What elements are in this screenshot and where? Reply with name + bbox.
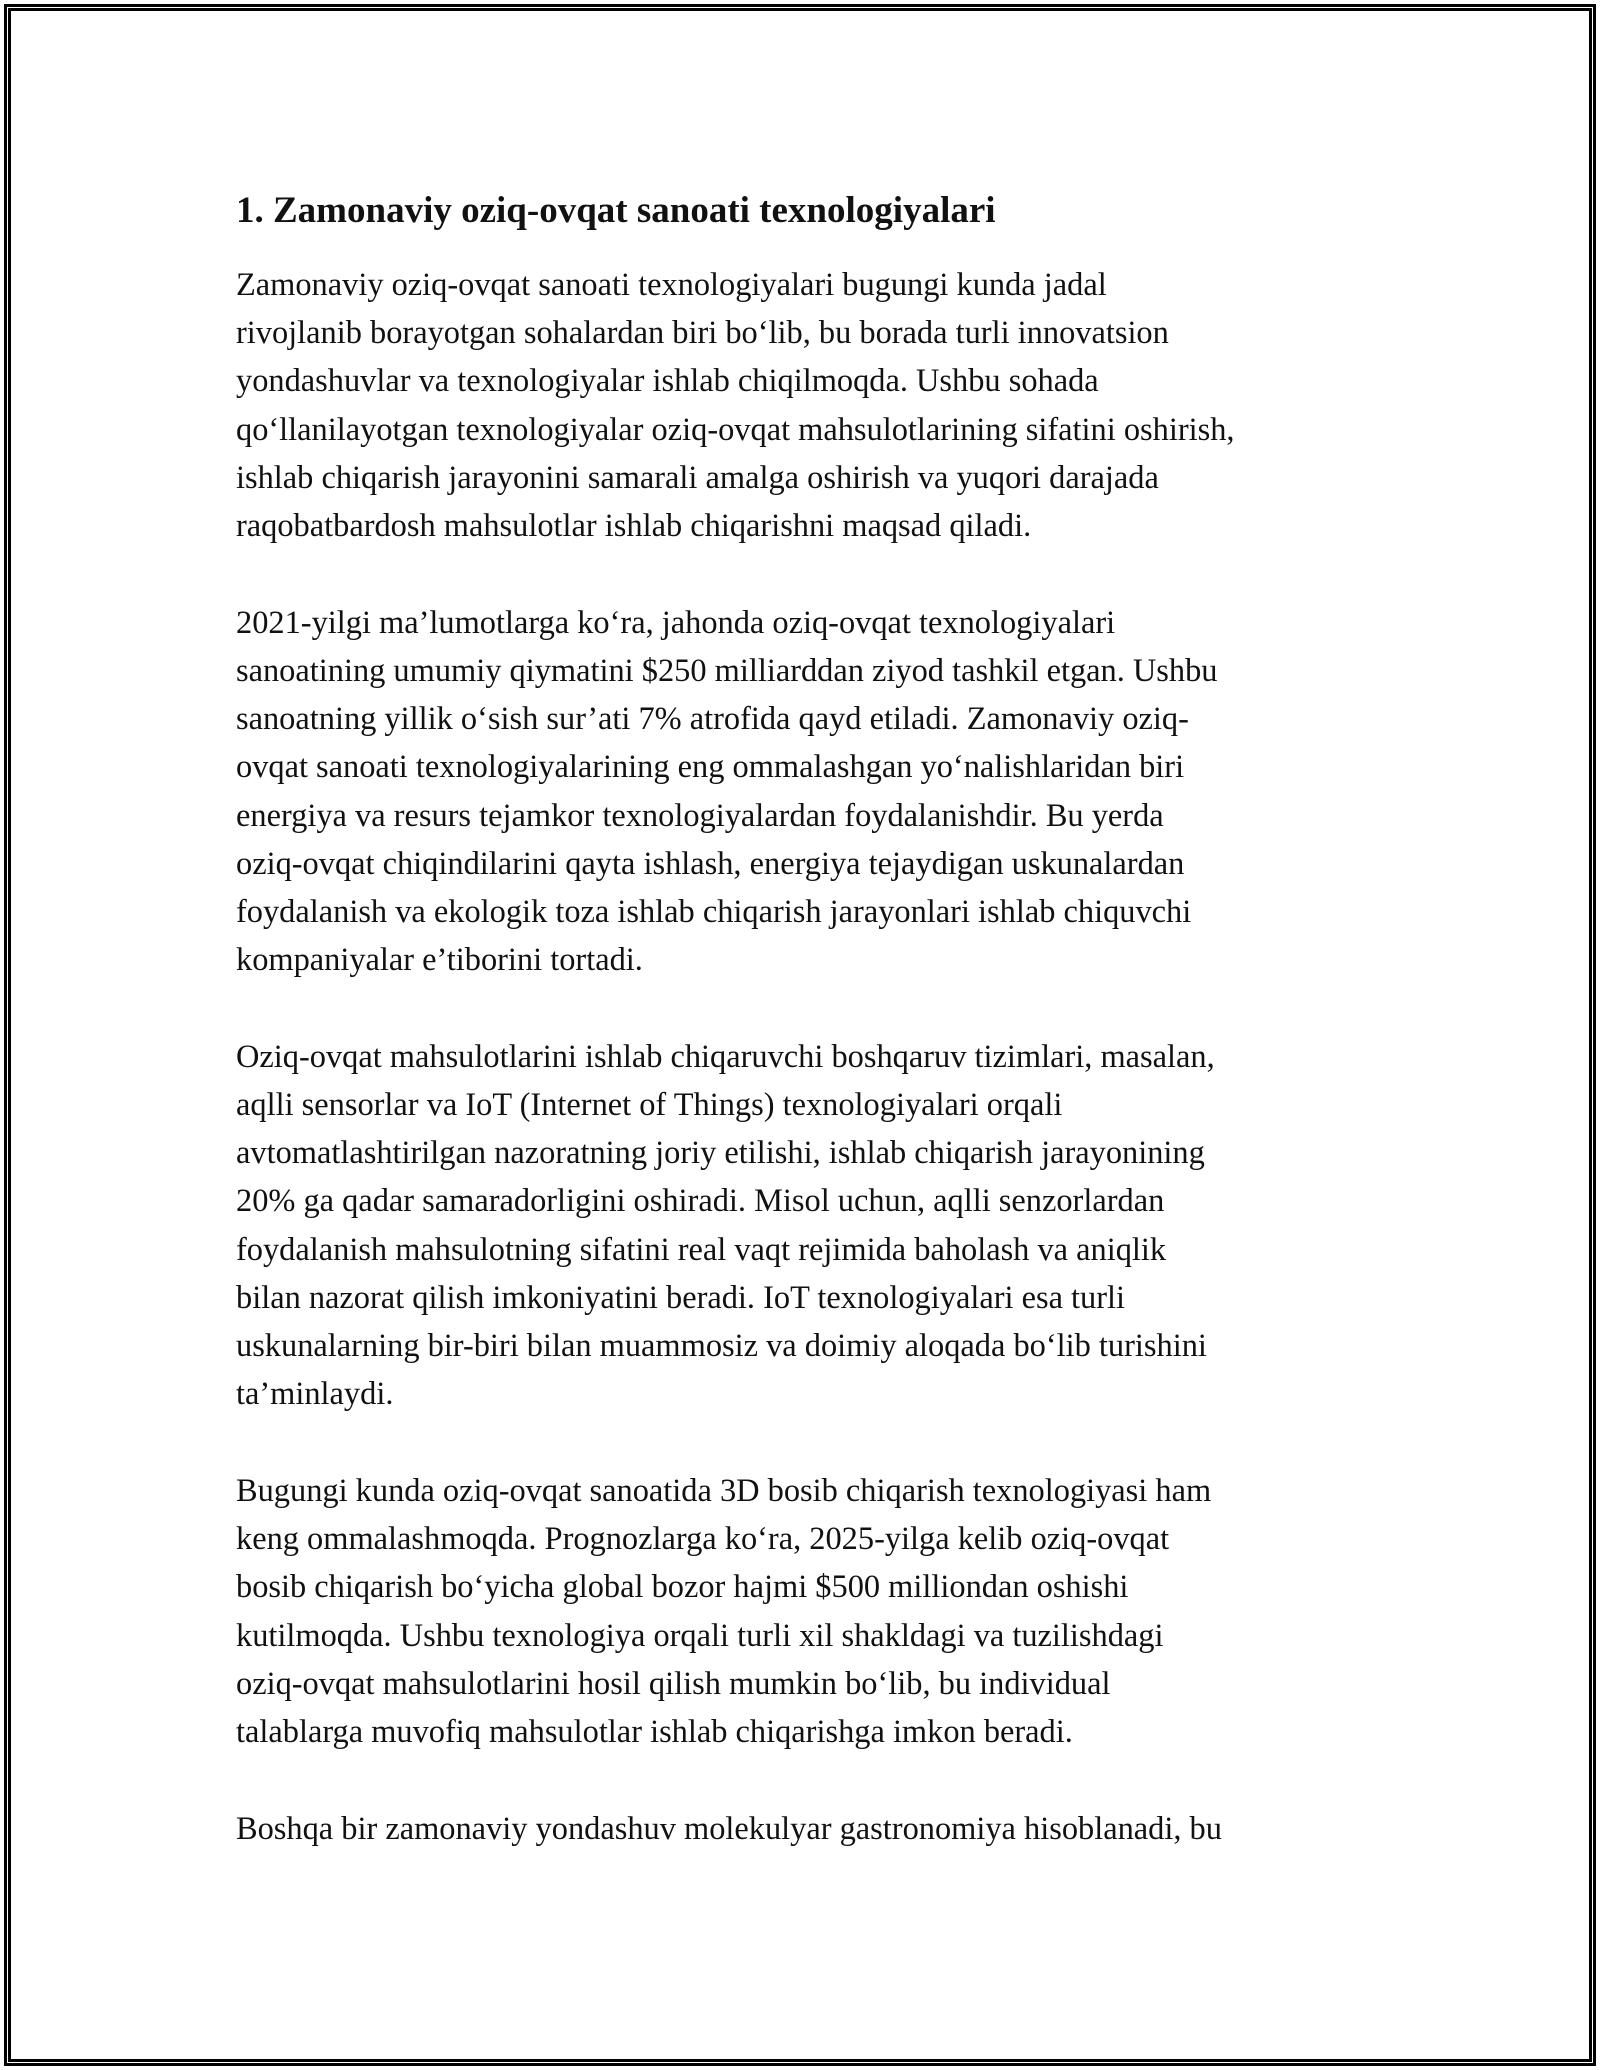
document-body [236,187,1376,1901]
text-line: sanoatning yillik o‘sish sur’ati 7% atrofida qayd etiladi. Zamonaviy oziq- [236,701,1189,738]
text-line: uskunalarning bir-biri bilan muammosiz va doimiy aloqada bo‘lib turishini [236,1328,1207,1365]
text-line: bilan nazorat qilish imkoniyatini beradi. IoT texnologiyalari esa turli [236,1279,1126,1316]
paragraph-3d-printing [236,1467,1376,1756]
text-line: 2021-yilgi ma’lumotlarga ko‘ra, jahonda oziq-ovqat texnologiyalari [236,604,1116,641]
text-line: Zamonaviy oziq-ovqat sanoati texnologiyalari bugungi kunda jadal [236,267,1107,303]
text-line: foydalanish va ekologik toza ishlab chiqarish jarayonlari ishlab chiquvchi [236,893,1192,930]
text-line: foydalanish mahsulotning sifatini real vaqt rejimida baholash va aniqlik [236,1231,1167,1268]
text-line: talablarga muvofiq mahsulotlar ishlab chiqarishga imkon beradi. [236,1713,1073,1750]
text-line: yondashuvlar va texnologiyalar ishlab chiqilmoqda. Ushbu sohada [236,363,1099,400]
text-line: Oziq-ovqat mahsulotlarini ishlab chiqaruvchi boshqaruv tizimlari, masalan, [236,1038,1215,1075]
text-line: raqobatbardosh mahsulotlar ishlab chiqarishni maqsad qiladi. [236,508,1032,545]
text-line: rivojlanib borayotgan sohalardan biri bo‘lib, bu borada turli innovatsion [236,315,1169,352]
text-line: ovqat sanoati texnologiyalarining eng ommalashgan yo‘nalishlaridan biri [236,749,1185,786]
paragraph-market-2021 [236,599,1376,985]
paragraph-iot [236,1033,1376,1419]
section-heading: 1. Zamonaviy oziq-ovqat sanoati texnologiyalari [236,190,996,231]
paragraph-molecular-gastronomy [236,1805,1376,1853]
text-line: kompaniyalar e’tiborini tortadi. [236,942,643,979]
text-line: energiya va resurs tejamkor texnologiyalardan foydalanishdir. Bu yerda [236,797,1164,834]
paragraph-intro [236,261,1376,550]
text-line: Boshqa bir zamonaviy yondashuv molekulyar gastronomiya hisoblanadi, bu [236,1810,1222,1847]
text-line: Bugungi kunda oziq-ovqat sanoatida 3D bosib chiqarish texnologiyasi ham [236,1472,1212,1509]
text-line: 20% ga qadar samaradorligini oshiradi. Misol uchun, aqlli senzorlardan [236,1183,1165,1220]
text-line: bosib chiqarish bo‘yicha global bozor hajmi $500 milliondan oshishi [236,1569,1129,1606]
text-line: oziq-ovqat chiqindilarini qayta ishlash, energiya tejaydigan uskunalardan [236,845,1185,882]
text-line: aqlli sensorlar va IoT (Internet of Things) texnologiyalari orqali [236,1087,1063,1124]
text-line: kutilmoqda. Ushbu texnologiya orqali turli xil shakldagi va tuzilishdagi [236,1617,1164,1654]
text-line: sanoatining umumiy qiymatini $250 milliarddan ziyod tashkil etgan. Ushbu [236,652,1218,689]
text-line: avtomatlashtirilgan nazoratning joriy etilishi, ishlab chiqarish jarayonining [236,1135,1205,1172]
text-line: oziq-ovqat mahsulotlarini hosil qilish mumkin bo‘lib, bu individual [236,1665,1111,1702]
text-line: ta’minlaydi. [236,1376,394,1413]
text-line: keng ommalashmoqda. Prognozlarga ko‘ra, 2025-yilga kelib oziq-ovqat [236,1521,1170,1558]
text-line: ishlab chiqarish jarayonini samarali amalga oshirish va yuqori darajada [236,459,1159,496]
text-line: qo‘llanilayotgan texnologiyalar oziq-ovqat mahsulotlarining sifatini oshirish, [236,411,1235,448]
